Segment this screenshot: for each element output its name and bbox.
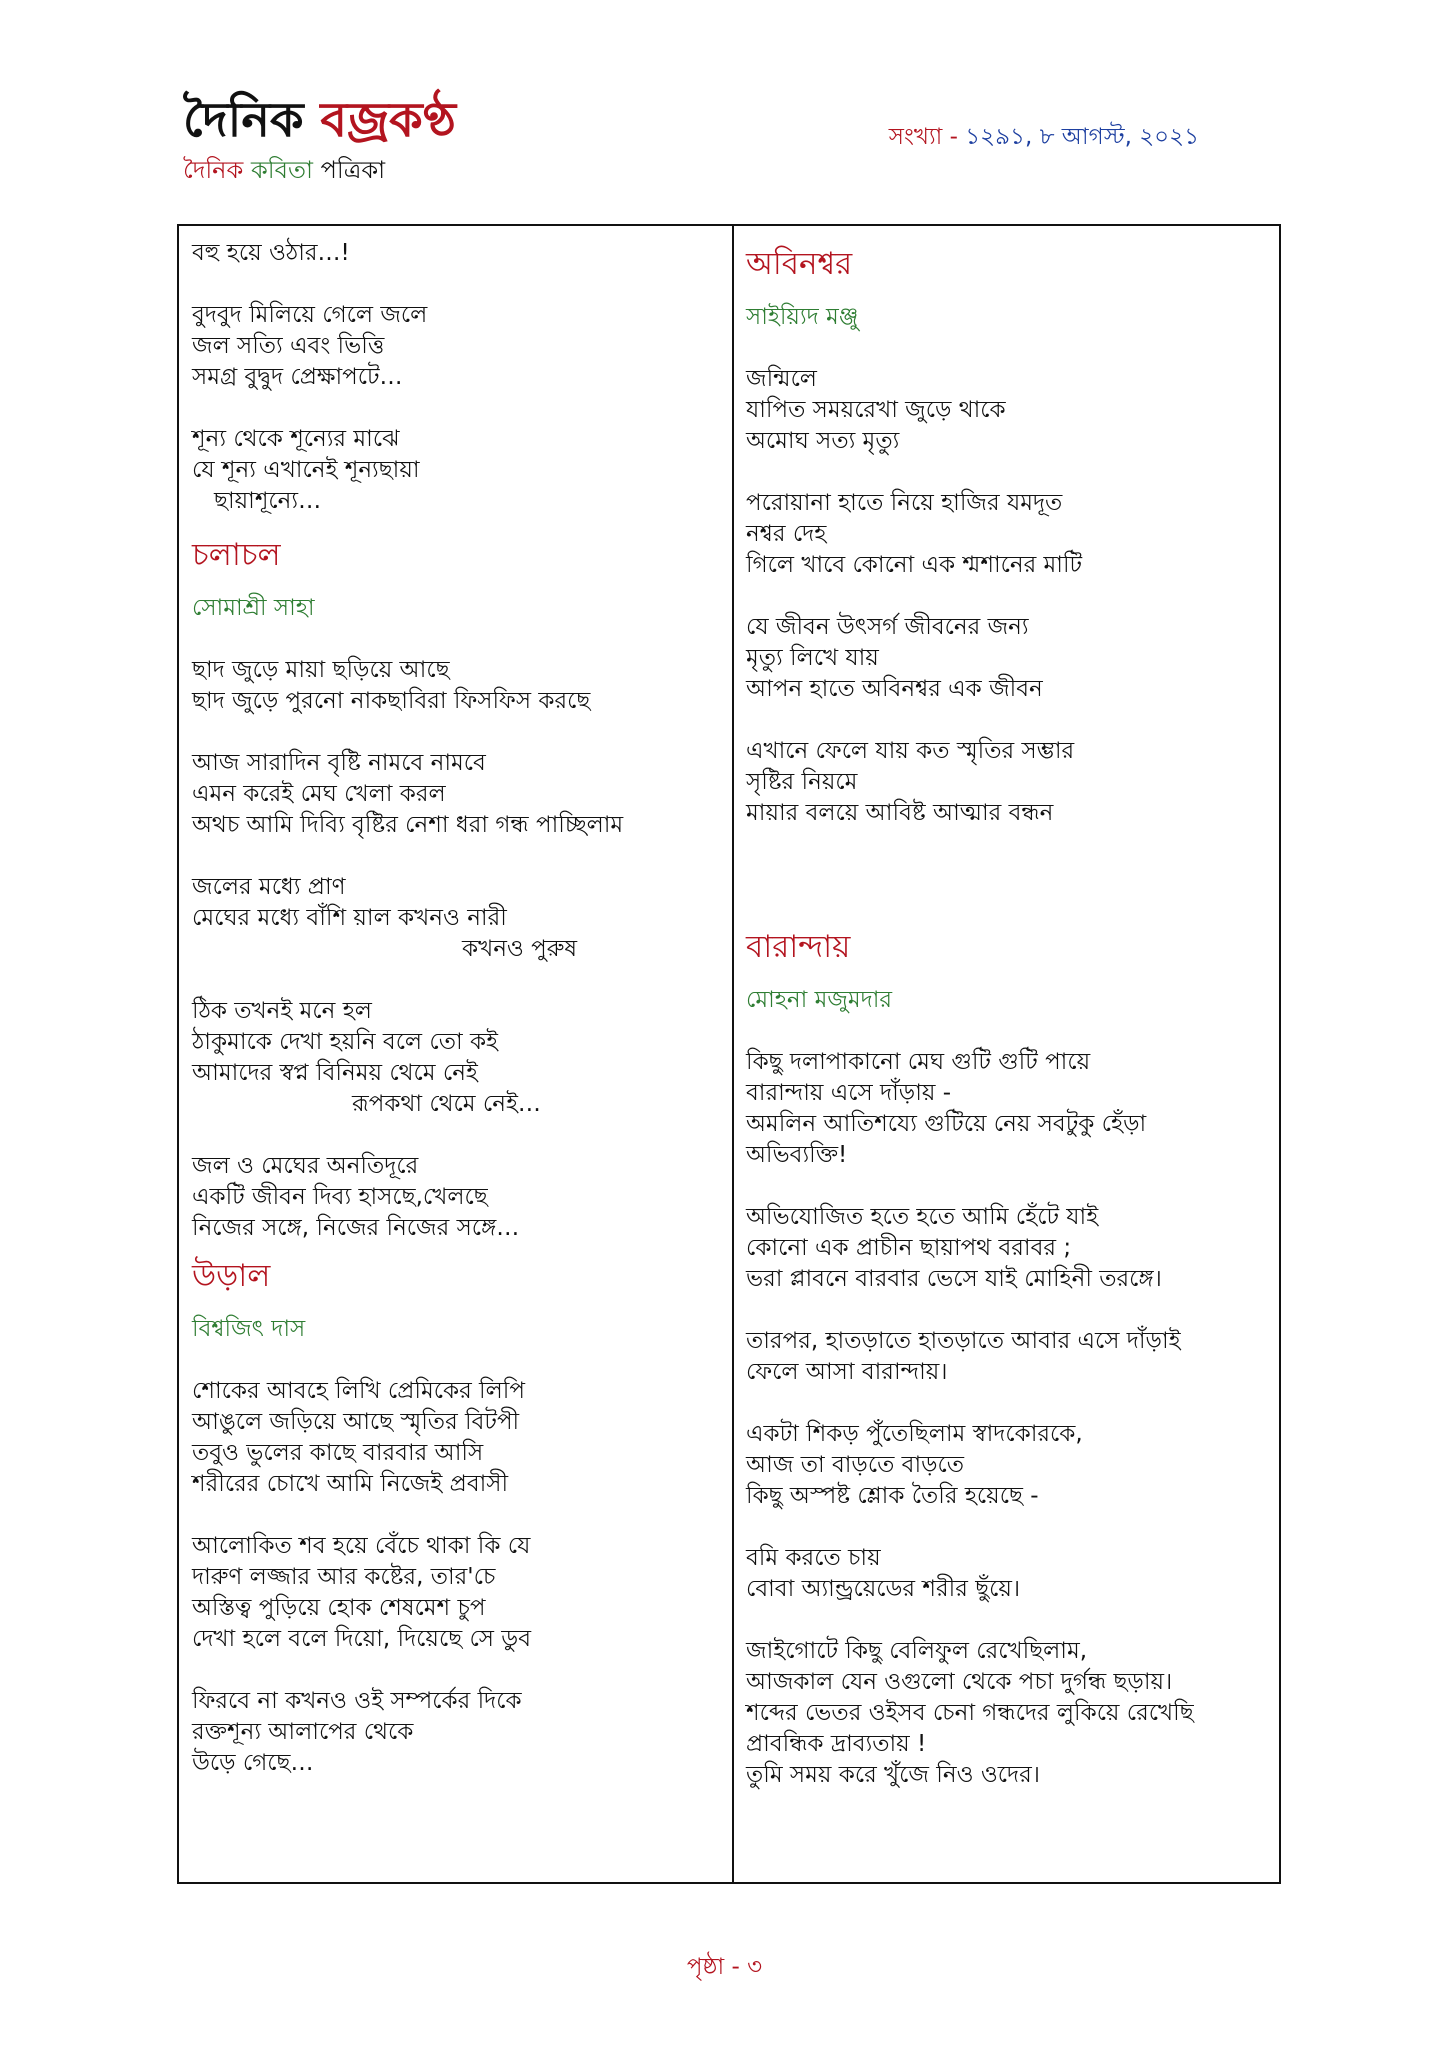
poem-line: গিলে খাবে কোনো এক শ্মশানের মাটি [746, 552, 1083, 578]
poem-line: পরোয়ানা হাতে নিয়ে হাজির যমদূত [746, 490, 1063, 516]
poem-line: দেখা হলে বলে দিয়ো, দিয়েছে সে ডুব [192, 1626, 532, 1652]
poem-line: সৃষ্টির নিয়মে [746, 769, 858, 795]
stanza-gap [192, 1500, 717, 1531]
page-number: পৃষ্ঠা - ৩ [686, 1954, 763, 1980]
poem-line: অমোঘ সত্য মৃত্যু [746, 428, 900, 454]
poem-line: জলের মধ্যে প্রাণ [192, 874, 346, 900]
stanza-gap [746, 1512, 1271, 1543]
poem-line: প্রাবন্ধিক দ্রাব্যতায় ! [746, 1731, 927, 1757]
poem-line: অথচ আমি দিব্যি বৃষ্টির নেশা ধরা গন্ধ পাচ্ছিলাম [192, 812, 624, 838]
poem-line: শব্দের ভেতর ওইসব চেনা গন্ধদের লুকিয়ে রেখেছি [746, 1700, 1194, 1726]
poem-line: আঙুলে জড়িয়ে আছে স্মৃতির বিটপী [192, 1409, 520, 1435]
poem-line: কিছু দলাপাকানো মেঘ গুটি গুটি পায়ে [746, 1049, 1091, 1075]
poem-line: জাইগোটে কিছু বেলিফুল রেখেছিলাম, [746, 1638, 1088, 1664]
issue-value: ১২৯১, ৮ আগস্ট, ২০২১ [965, 124, 1199, 150]
poem-line: যে জীবন উৎসর্গ জীবনের জন্য [746, 614, 1029, 640]
left-column [192, 238, 717, 1779]
poem-title: চলাচল [192, 537, 281, 573]
poem-line: আজ তা বাড়তে বাড়তে [746, 1452, 965, 1478]
tagline-part1: দৈনিক [183, 156, 251, 184]
poem-line: যে শূন্য এখানেই শূন্যছায়া [192, 457, 420, 483]
issue-label: সংখ্যা - [888, 124, 966, 150]
poem-line: কোনো এক প্রাচীন ছায়াপথ বরাবর ; [746, 1235, 1072, 1261]
logo-part2: বজ্রকণ্ঠ [320, 92, 457, 148]
poem-line: বোবা অ্যান্ড্রয়েডের শরীর ছুঁয়ে। [746, 1576, 1021, 1602]
stanza-gap [746, 1605, 1271, 1636]
poem-line: বহু হয়ে ওঠার…! [192, 240, 350, 266]
column-divider [732, 226, 734, 1882]
stanza-gap [192, 269, 717, 300]
poem-line: নশ্বর দেহ [746, 521, 827, 547]
poem-line: জন্মিলে [746, 366, 817, 392]
poem-title: উড়াল [192, 1258, 271, 1294]
poem-line: একটি জীবন দিব্য হাসছে,খেলছে [192, 1184, 488, 1210]
poem-line: অমলিন আতিশয্যে গুটিয়ে নেয় সবটুকু হেঁড়া [746, 1111, 1147, 1137]
poem-line: আপন হাতে অবিনশ্বর এক জীবন [746, 676, 1043, 702]
poem-line: আজ সারাদিন বৃষ্টি নামবে নামবে [192, 750, 486, 776]
stanza-gap [192, 841, 717, 872]
poem-line: আজকাল যেন ওগুলো থেকে পচা দুর্গন্ধ ছড়ায়। [746, 1669, 1173, 1695]
poem-title: বারান্দায় [746, 929, 851, 965]
stanza-gap [192, 965, 717, 996]
poem-line: আমাদের স্বপ্ন বিনিময় থেমে নেই [192, 1060, 478, 1086]
tagline [183, 152, 456, 192]
poem-line: বুদবুদ মিলিয়ে গেলে জলে [192, 302, 428, 328]
poem-line: ফিরবে না কখনও ওই সম্পর্কের দিকে [192, 1688, 522, 1714]
poem-line: এখানে ফেলে যায় কত স্মৃতির সম্ভার [746, 738, 1075, 764]
poem-line: নিজের সঙ্গে, নিজের নিজের সঙ্গে… [192, 1215, 520, 1241]
poem-line: কিছু অস্পষ্ট শ্লোক তৈরি হয়েছে - [746, 1483, 1039, 1509]
stanza-gap [192, 1120, 717, 1151]
stanza-gap [746, 705, 1271, 736]
poem-line: ভরা প্লাবনে বারবার ভেসে যাই মোহিনী তরঙ্গে। [746, 1266, 1162, 1292]
poem-line: শোকের আবহে লিখি প্রেমিকের লিপি [192, 1378, 525, 1404]
stanza-gap [192, 1655, 717, 1686]
poem-line: মেঘের মধ্যে বাঁশি য়াল কখনও নারী [192, 905, 507, 931]
poem-author: সাইয়্যিদ মঞ্জু [746, 304, 859, 330]
poem-author: সোমাশ্রী সাহা [192, 595, 315, 621]
poem-line: দারুণ লজ্জার আর কষ্টের, তার'চে [192, 1564, 496, 1590]
poem-line: তবুও ভুলের কাছে বারবার আসি [192, 1440, 484, 1466]
tagline-part3: পত্রিকা [320, 156, 386, 184]
poem-line: ঠিক তখনই মনে হল [192, 998, 372, 1024]
poem-line: ছায়াশূন্যে… [214, 488, 322, 514]
poem-line: উড়ে গেছে… [192, 1750, 314, 1776]
poem-line: জল সত্যি এবং ভিত্তি [192, 333, 385, 359]
poem-line: বমি করতে চায় [746, 1545, 881, 1571]
poem-line: শূন্য থেকে শূন্যের মাঝে [192, 426, 400, 452]
poem-line: যাপিত সময়রেখা জুড়ে থাকে [746, 397, 1006, 423]
poem-line: তারপর, হাতড়াতে হাতড়াতে আবার এসে দাঁড়াই [746, 1328, 1181, 1354]
stanza-gap [746, 1388, 1271, 1419]
stanza-gap [746, 1171, 1271, 1202]
poem-line: মায়ার বলয়ে আবিষ্ট আত্মার বন্ধন [746, 800, 1054, 826]
right-column [746, 238, 1271, 1791]
poem-line: ছাদ জুড়ে মায়া ছড়িয়ে আছে [192, 657, 450, 683]
poem-line: রূপকথা থেমে নেই… [352, 1091, 541, 1117]
poem-line: একটা শিকড় পুঁতেছিলাম স্বাদকোরকে, [746, 1421, 1083, 1447]
poem-author: বিশ্বজিৎ দাস [192, 1316, 306, 1342]
poem-line: রক্তশূন্য আলাপের থেকে [192, 1719, 414, 1745]
poem-line: আলোকিত শব হয়ে বেঁচে থাকা কি যে [192, 1533, 531, 1559]
poem-line: ছাদ জুড়ে পুরনো নাকছাবিরা ফিসফিস করছে [192, 688, 591, 714]
poem-line: কখনও পুরুষ [462, 936, 578, 962]
stanza-gap [192, 393, 717, 424]
stanza-gap [192, 717, 717, 748]
stanza-gap [746, 457, 1271, 488]
poem-line: তুমি সময় করে খুঁজে নিও ওদের। [746, 1762, 1040, 1788]
poem-line: জল ও মেঘের অনতিদূরে [192, 1153, 419, 1179]
stanza-gap [746, 1295, 1271, 1326]
poem-line: অভিযোজিত হতে হতে আমি হেঁটে যাই [746, 1204, 1099, 1230]
poem-author: মোহনা মজুমদার [746, 987, 893, 1013]
newspaper-logo [183, 92, 456, 148]
issue-info [889, 118, 1199, 157]
poem-line: ঠাকুমাকে দেখা হয়নি বলে তো কই [192, 1029, 499, 1055]
masthead [183, 92, 456, 192]
poem-line: এমন করেই মেঘ খেলা করল [192, 781, 446, 807]
tagline-part2: কবিতা [250, 156, 321, 184]
stanza-gap [746, 581, 1271, 612]
poem-line: সমগ্র বুদ্বুদ প্রেক্ষাপটে… [192, 364, 403, 390]
poem-line: অভিব্যক্তি! [746, 1142, 848, 1168]
poem-line: বারান্দায় এসে দাঁড়ায় - [746, 1080, 952, 1106]
content-frame [177, 224, 1281, 1884]
poem-line: ফেলে আসা বারান্দায়। [746, 1359, 948, 1385]
poem-line: শরীরের চোখে আমি নিজেই প্রবাসী [192, 1471, 509, 1497]
poem-title: অবিনশ্বর [746, 246, 853, 282]
logo-part1: দৈনিক [183, 92, 321, 148]
poem-line: অস্তিত্ব পুড়িয়ে হোক শেষমেশ চুপ [192, 1595, 486, 1621]
poem-line: মৃত্যু লিখে যায় [746, 645, 879, 671]
